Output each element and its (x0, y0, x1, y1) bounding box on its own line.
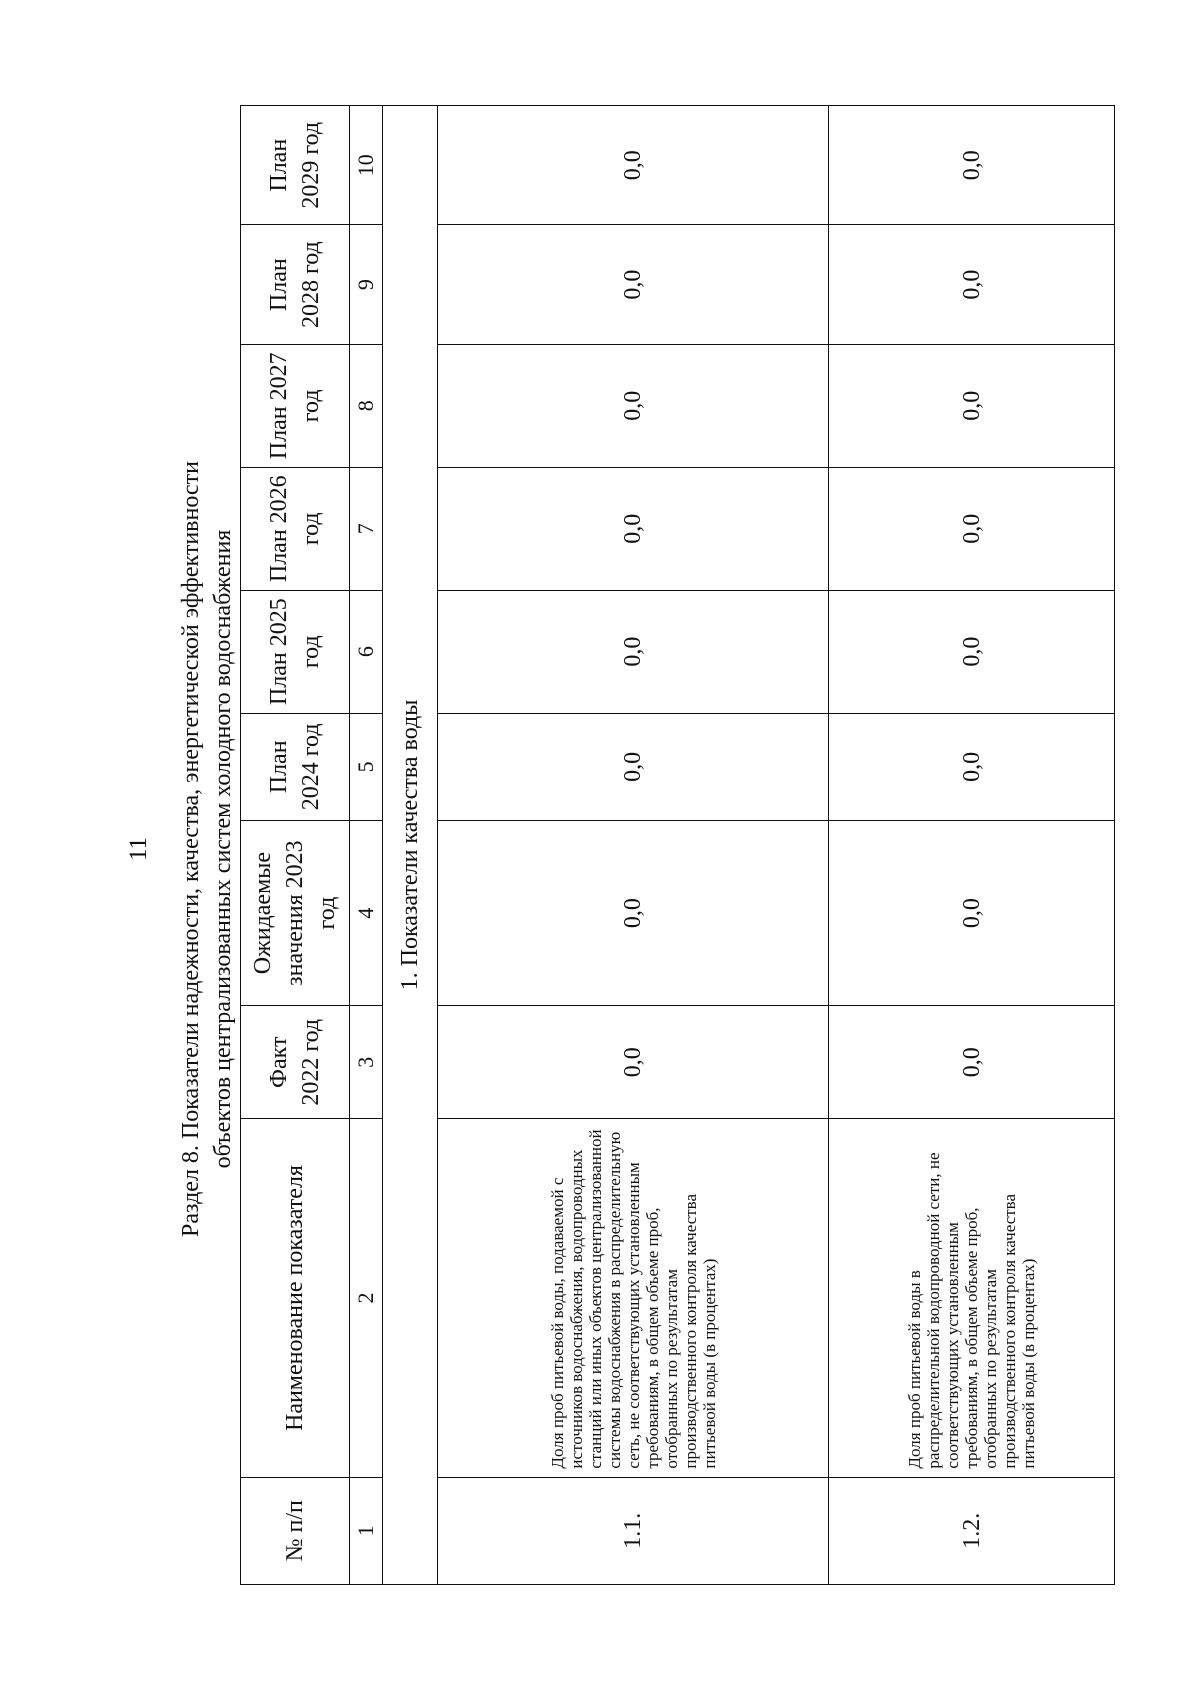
table-row (829, 106, 1115, 1585)
column-number: 9 (349, 225, 382, 344)
column-number: 8 (349, 344, 382, 467)
column-number: 4 (349, 821, 382, 1006)
page-title (175, 89, 239, 1609)
indicator-name: Доля проб питьевой воды в распределительной водопроводной сети, не соответствующих установленным требованиям, в общем объеме проб, отобранных по результатам производственного контроля качества питьевой воды (в процентах) (829, 1119, 1115, 1477)
value-cell: 0,0 (829, 225, 1115, 344)
header-cell: План 2026 год (241, 467, 350, 590)
value-cell: 0,0 (829, 713, 1115, 820)
value-cell: 0,0 (829, 467, 1115, 590)
value-cell: 0,0 (438, 467, 829, 590)
value-cell: 0,0 (829, 106, 1115, 225)
header-cell: Факт 2022 год (241, 1006, 350, 1119)
title-line-1: Раздел 8. Показатели надежности, качества, энергетической эффективности (178, 461, 204, 1237)
indicators-table (240, 105, 1115, 1585)
header-cell: План 2025 год (241, 590, 350, 713)
column-number: 6 (349, 590, 382, 713)
value-cell: 0,0 (438, 590, 829, 713)
table-row (438, 106, 829, 1585)
column-number: 7 (349, 467, 382, 590)
column-number: 3 (349, 1006, 382, 1119)
value-cell: 0,0 (438, 1006, 829, 1119)
title-line-2: объектов централизованных систем холодного водоснабжения (210, 529, 236, 1169)
header-cell: № п/п (241, 1477, 350, 1584)
indicator-name: Доля проб питьевой воды, подаваемой с источников водоснабжения, водопроводных станций или иных объектов централизованной системы водоснабжения в распределительную сеть, не соответствующих установленным требованиям, в общем объеме проб, отобранных по результатам производственного контроля качества питьевой воды (в процентах) (438, 1119, 829, 1477)
header-cell: Ожидаемые значения 2023 год (241, 821, 350, 1006)
header-cell: План 2029 год (241, 106, 350, 225)
header-cell: Наименование показателя (241, 1119, 350, 1477)
value-cell: 0,0 (438, 344, 829, 467)
value-cell: 0,0 (438, 821, 829, 1006)
value-cell: 0,0 (829, 344, 1115, 467)
column-number-row (349, 106, 382, 1585)
row-number: 1.1. (438, 1477, 829, 1584)
value-cell: 0,0 (829, 821, 1115, 1006)
value-cell: 0,0 (438, 225, 829, 344)
page-number: 11 (125, 836, 152, 862)
value-cell: 0,0 (438, 106, 829, 225)
column-number: 2 (349, 1119, 382, 1477)
header-cell: План 2024 год (241, 713, 350, 820)
header-row (241, 106, 350, 1585)
column-number: 1 (349, 1477, 382, 1584)
row-number: 1.2. (829, 1477, 1115, 1584)
column-number: 10 (349, 106, 382, 225)
value-cell: 0,0 (438, 713, 829, 820)
value-cell: 0,0 (829, 1006, 1115, 1119)
value-cell: 0,0 (829, 590, 1115, 713)
column-number: 5 (349, 713, 382, 820)
rotated-page (100, 89, 1100, 1609)
section-title: 1. Показатели качества воды (383, 106, 438, 1585)
header-cell: План 2027 год (241, 344, 350, 467)
header-cell: План 2028 год (241, 225, 350, 344)
section-row (383, 106, 438, 1585)
